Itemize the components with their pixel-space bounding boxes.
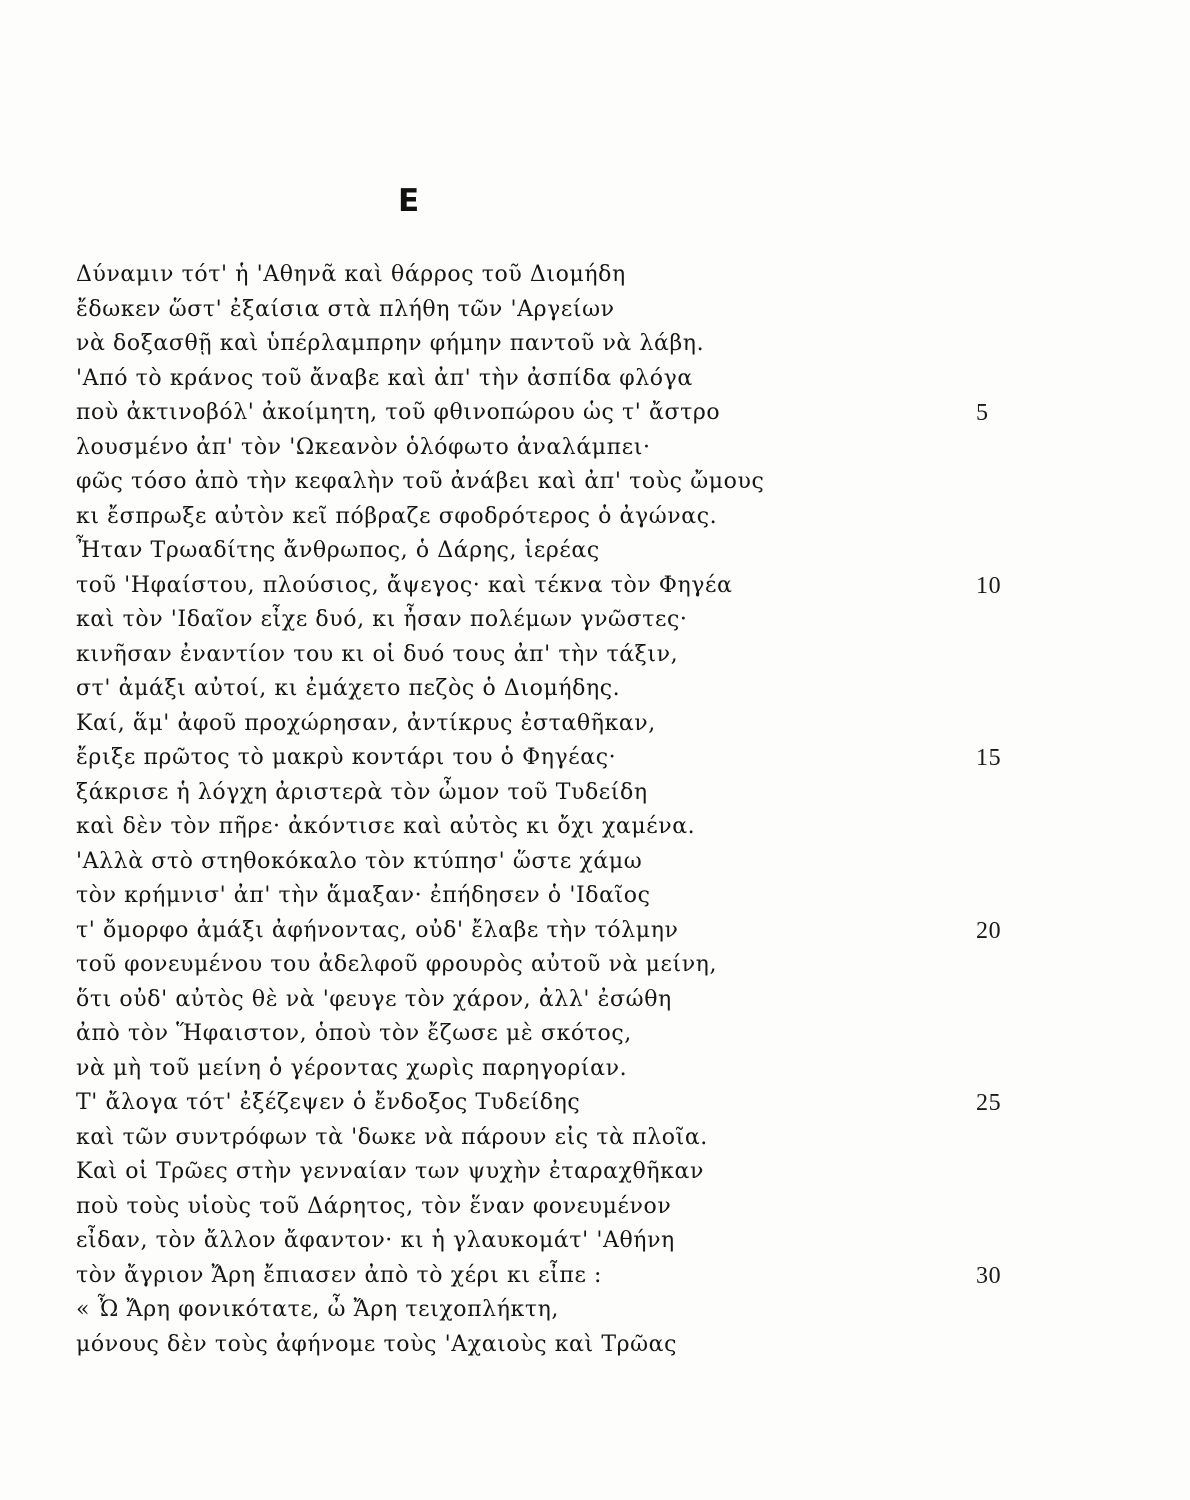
verse-line [76,465,976,500]
verse-text: ἔριξε πρῶτος τὸ μακρὺ κοντάρι του ὁ Φηγέας· [76,745,617,770]
verse-text: καὶ τὸν 'Ιδαῖον εἶχε δυό, κι ἦσαν πολέμων γνῶστες· [76,607,688,632]
line-number: 10 [976,572,1002,599]
verse-text: Τ' ἄλογα τότ' ἐξέζεψεν ὁ ἔνδοξος Τυδείδης [76,1090,581,1115]
verse-line [76,1017,976,1052]
verse-text: ἀπὸ τὸν Ἥφαιστον, ὁποὺ τὸν ἔζωσε μὲ σκότος, [76,1021,632,1046]
verse-line [76,396,989,431]
verse-text: τοῦ 'Ηφαίστου, πλούσιος, ἄψεγος· καὶ τέκνα τὸν Φηγέα [76,572,733,598]
verse-line [76,1155,976,1190]
verse-line [76,983,976,1018]
verse-line [76,914,1002,949]
verse-line [76,741,1002,776]
verse-text: Καὶ οἱ Τρῶες στὴν γενναίαν των ψυχὴν ἐταραχθῆκαν [76,1159,704,1184]
verse-line [76,638,976,673]
book-heading: Ε [398,183,420,219]
verse-line [76,879,976,914]
verse-text: εἶδαν, τὸν ἄλλον ἄφαντον· κι ἡ γλαυκομάτ' 'Αθήνη [76,1228,675,1253]
verse-line [76,500,976,535]
verse-line [76,258,976,293]
verse-text: τὸν ἄγριον Ἄρη ἔπιασεν ἀπὸ τὸ χέρι κι εἶπε : [76,1262,603,1288]
verse-text: λουσμένο ἀπ' τὸν 'Ωκεανὸν ὁλόφωτο ἀναλάμπει· [76,434,651,460]
verse-text: 'Από τὸ κράνος τοῦ ἄναβε καὶ ἀπ' τὴν ἀσπίδα φλόγα [76,365,693,391]
verse-text: μόνους δὲν τοὺς ἀφήνομε τοὺς 'Αχαιοὺς καὶ Τρῶας [76,1331,678,1357]
verse-text: ὅτι οὐδ' αὐτὸς θὲ νὰ 'φευγε τὸν χάρον, ἀλλ' ἐσώθη [76,986,672,1012]
verse-line [76,327,976,362]
line-number: 25 [976,1090,1002,1116]
verse-text: Ἦταν Τρωαδίτης ἄνθρωπος, ὁ Δάρης, ἱερέας [76,538,600,563]
verse-text: « Ὦ Ἄρη φονικότατε, ὦ Ἄρη τειχοπλήκτη, [76,1297,559,1322]
verse-line [76,810,976,845]
line-number: 5 [976,400,989,426]
verse-text: κινῆσαν ἐναντίον του κι οἱ δυό τους ἀπ' τὴν τάξιν, [76,641,679,667]
verse-line [76,776,976,811]
verse-text: 'Αλλὰ στὸ στηθοκόκαλο τὸν κτύπησ' ὥστε χάμω [76,848,643,874]
verse-text: Δύναμιν τότ' ἡ 'Αθηνᾶ καὶ θάρρος τοῦ Διομήδη [76,262,626,287]
verse-text: φῶς τόσο ἀπὸ τὴν κεφαλὴν τοῦ ἀνάβει καὶ ἀπ' τοὺς ὤμους [76,469,765,494]
verse-line [76,1259,1002,1294]
verse-block [76,258,1002,1362]
verse-line [76,1224,976,1259]
verse-line [76,603,976,638]
verse-line [76,362,976,397]
verse-text: ποὺ ἀκτινοβόλ' ἀκοίμητη, τοῦ φθινοπώρου ὡς τ' ἄστρο [76,400,721,425]
verse-line [76,1121,976,1156]
verse-line [76,293,976,328]
verse-text: ξάκρισε ἡ λόγχη ἀριστερὰ τὸν ὦμον τοῦ Τυδείδη [76,779,648,805]
line-number: 15 [976,745,1002,771]
line-number: 30 [976,1262,1002,1289]
verse-line [76,672,976,707]
verse-text: τὸν κρήμνισ' ἀπ' τὴν ἅμαξαν· ἐπήδησεν ὁ 'Ιδαῖος [76,883,651,908]
verse-line [76,1086,1002,1121]
verse-text: τοῦ φονευμένου του ἀδελφοῦ φρουρὸς αὐτοῦ νὰ μείνη, [76,952,718,977]
verse-line [76,845,976,880]
verse-text: κι ἔσπρωξε αὐτὸν κεῖ πόβραζε σφοδρότερος ὁ ἀγώνας. [76,503,718,529]
verse-line [76,948,976,983]
verse-text: ἔδωκεν ὥστ' ἐξαίσια στὰ πλήθη τῶν 'Αργείων [76,296,615,322]
verse-text: καὶ δὲν τὸν πῆρε· ἀκόντισε καὶ αὐτὸς κι ὄχι χαμένα. [76,814,696,839]
verse-line [76,534,976,569]
verse-text: καὶ τῶν συντρόφων τὰ 'δωκε νὰ πάρουν εἰς τὰ πλοῖα. [76,1124,708,1150]
verse-text: στ' ἀμάξι αὐτοί, κι ἐμάχετο πεζὸς ὁ Διομήδης. [76,676,621,701]
verse-line [76,707,976,742]
verse-line [76,1190,976,1225]
verse-text: νὰ μὴ τοῦ μείνη ὁ γέροντας χωρὶς παρηγορίαν. [76,1055,628,1081]
verse-line [76,1293,976,1328]
verse-line [76,1052,976,1087]
verse-line [76,569,1002,604]
verse-line [76,431,976,466]
verse-line [76,1328,976,1363]
verse-text: ποὺ τοὺς υἱοὺς τοῦ Δάρητος, τὸν ἕναν φονευμένον [76,1193,672,1219]
verse-text: νὰ δοξασθῇ καὶ ὑπέρλαμπρην φήμην παντοῦ νὰ λάβη. [76,331,705,356]
verse-text: Καί, ἅμ' ἀφοῦ προχώρησαν, ἀντίκρυς ἐσταθῆκαν, [76,710,656,736]
verse-text: τ' ὄμορφο ἀμάξι ἀφήνοντας, οὐδ' ἔλαβε τὴν τόλμην [76,917,679,943]
line-number: 20 [976,917,1002,944]
